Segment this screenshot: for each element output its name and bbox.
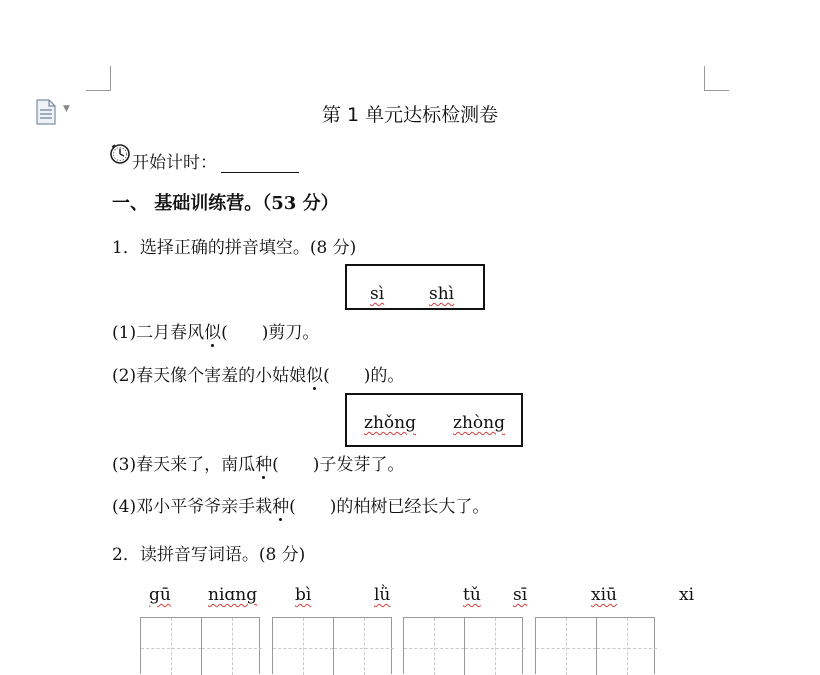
question-1-item-1: [112, 318, 319, 343]
dotted-character: 种: [255, 455, 273, 475]
writing-cell[interactable]: [404, 618, 464, 675]
pinyin-word: sī: [513, 585, 528, 605]
writing-cell[interactable]: [333, 618, 394, 675]
pinyin-word: bì: [295, 585, 312, 605]
clock-icon: [109, 143, 131, 165]
item-text: (1)二月春风: [112, 323, 205, 343]
pinyin-word: niɑng: [208, 585, 258, 605]
writing-cell[interactable]: [536, 618, 596, 675]
page-title: 第 1 单元达标检测卷: [321, 104, 499, 126]
writing-grid[interactable]: [403, 617, 523, 674]
section-heading: 一、 基础训练营。（53 分）: [112, 193, 339, 214]
question-1-prompt: 1．选择正确的拼音填空。(8 分): [112, 238, 357, 258]
start-time-blank[interactable]: [221, 154, 299, 173]
item-text: ( )子发芽了。: [272, 455, 405, 475]
pinyin-word: lǜ: [374, 585, 391, 605]
page-corner-top-left: [86, 66, 111, 91]
pinyin-word: tǔ: [463, 585, 481, 605]
pinyin-option-box-1: [345, 264, 485, 310]
pinyin-word: gū: [149, 585, 171, 605]
pinyin-option: zhòng: [453, 413, 505, 433]
question-2-prompt: 2．读拼音写词语。(8 分): [112, 545, 306, 565]
item-text: (4)邓小平爷爷亲手栽: [112, 497, 273, 517]
page-corner-top-right: [704, 66, 729, 91]
dotted-character: 种: [272, 497, 290, 517]
pinyin-option: zhǒng: [364, 413, 416, 433]
item-text: ( )的。: [323, 366, 405, 386]
item-text: ( )的柏树已经长大了。: [289, 497, 490, 517]
writing-grid[interactable]: [272, 617, 392, 674]
dotted-character: 似: [204, 323, 222, 343]
writing-cell[interactable]: [273, 618, 333, 675]
item-text: (3)春天来了，南瓜: [112, 455, 256, 475]
dropdown-caret-icon[interactable]: ▼: [63, 104, 70, 114]
writing-cell[interactable]: [141, 618, 201, 675]
pinyin-word: xiū: [591, 585, 617, 605]
pinyin-option: sì: [370, 284, 385, 304]
item-text: (2)春天像个害羞的小姑娘: [112, 366, 307, 386]
start-time-label: 开始计时：: [132, 153, 217, 173]
writing-cell[interactable]: [464, 618, 525, 675]
writing-grid[interactable]: [535, 617, 655, 674]
question-1-item-2: [112, 361, 404, 386]
writing-cell[interactable]: [201, 618, 262, 675]
start-time-row: [132, 148, 299, 173]
question-1-item-4: [112, 492, 489, 517]
pinyin-word: xi: [679, 585, 695, 605]
writing-cell[interactable]: [596, 618, 657, 675]
item-text: ( )剪刀。: [221, 323, 320, 343]
writing-grid[interactable]: [140, 617, 260, 674]
question-1-item-3: [112, 450, 404, 475]
pinyin-option: shì: [429, 284, 455, 304]
dotted-character: 似: [306, 366, 324, 386]
